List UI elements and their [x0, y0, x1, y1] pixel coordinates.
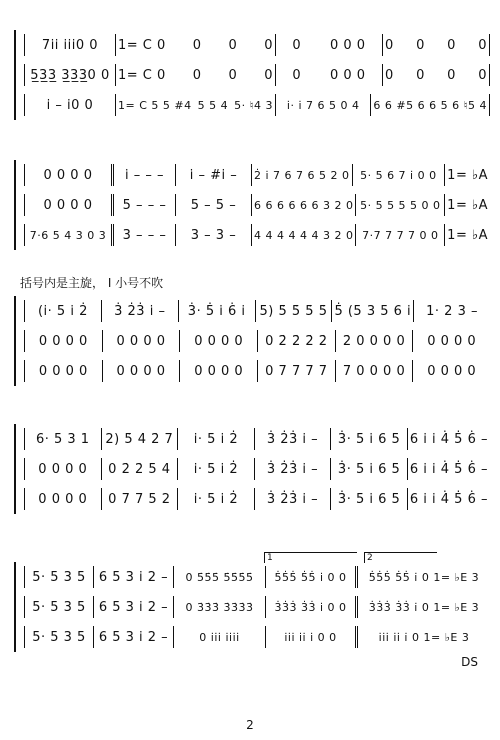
score-system-5 — [14, 553, 490, 652]
measure: i̇ – #i̇ – — [176, 164, 252, 186]
measure: 6 5 3 i̇ 2 – — [94, 566, 174, 588]
measure: 0 2̇ 2̇ 2̇ 2̇ — [258, 330, 336, 352]
measure: 2) 5̇ 4̇ 2̇ 7 — [102, 428, 179, 450]
measure: 3̇ 2̇3̇ i̇ – — [255, 428, 332, 450]
measure: 0 0 0 0 — [103, 360, 181, 382]
measure: 0 2̇ 2̇ 5 4 — [102, 458, 179, 480]
measure: (i̇· 5 i̇ 2̇ — [24, 300, 102, 322]
score-system-2 — [14, 160, 490, 250]
measure: 5· 5 3 5 — [24, 596, 94, 618]
measure: 1= C 0 0 0 0 — [116, 34, 276, 56]
measure: 0 0 0 0 — [383, 64, 490, 86]
measure: 3 – – – — [114, 224, 176, 246]
measure: 5̲3̲3̲ 3̲3̲3̲0 0 — [24, 64, 116, 86]
staff-row — [24, 300, 490, 322]
measure: 0 i̇i̇i̇ i̇i̇i̇i̇ — [174, 626, 266, 648]
measure: 0 0 0 0 — [427, 333, 477, 349]
measure: 5 – 5 – — [176, 194, 252, 216]
measure: 2̇ 0 0 0 0 — [336, 330, 414, 352]
measure: 3̇3̇3̇ 3̇3̇ i̇ 0 0 — [266, 596, 358, 618]
measure: 0 0 0 0 — [24, 488, 102, 510]
measure: 0 0 0 0 — [427, 363, 477, 379]
measure: 6 i̇ i̇ 4̇ 5̇ 6̇ – — [409, 491, 488, 507]
measure: 5) 5̇ 5̇ 5̇ 5̇ — [256, 300, 333, 322]
measure: 0 0 0 0 — [24, 360, 103, 382]
volta-bracket-1: 1 — [264, 552, 357, 563]
volta-bracket-2: 2 — [364, 552, 437, 563]
staff-row — [24, 596, 490, 618]
system-brace — [14, 424, 22, 514]
measure: 0 0 0 0 — [276, 64, 383, 86]
measure: 7 0 0 0 0 — [336, 360, 414, 382]
measure: 3̇3̇3̇ 3̇3̇ i̇ 0 1= ♭E 3 — [368, 600, 480, 614]
system-brace — [14, 296, 22, 386]
measure: 0 0 0 0 — [180, 330, 258, 352]
dal-segno-mark: DS — [461, 655, 478, 669]
measure: 3̇· 5 i̇ 6 5 — [331, 458, 408, 480]
measure: i̇· 5 i̇ 2̇ — [178, 488, 255, 510]
staff-row — [24, 360, 490, 382]
measure: 5 – – – — [114, 194, 176, 216]
staff-row — [24, 330, 490, 352]
system-brace — [14, 160, 22, 250]
measure: 5̇ (5 3 5 6 i̇ — [332, 300, 414, 322]
measure: 6 6 #5 6 6 5 6 ♮5 4 — [371, 94, 490, 116]
measure: 3̇ 2̇3̇ i̇ – — [255, 458, 332, 480]
measure: 1· 2 3 – — [426, 303, 478, 319]
measure: 0 0 0 0 — [24, 458, 102, 480]
measure: 5· 5 3 5 — [24, 566, 94, 588]
measure: 0 0 0 0 — [24, 194, 114, 216]
staff-row — [24, 94, 490, 116]
staff-row — [24, 164, 490, 186]
staff-row — [24, 194, 490, 216]
measure: 0 7 7 7 7 — [258, 360, 336, 382]
measure: i̇· 5 i̇ 2̇ — [178, 428, 255, 450]
staff-row — [24, 428, 490, 450]
measure: 2̇ i̇ 7 6 7 6 5 2 0 — [252, 164, 353, 186]
measure: 3̇ 2̇3̇ i̇ – — [102, 300, 179, 322]
key-change: 1= ♭A — [447, 197, 488, 213]
staff-row — [24, 458, 490, 480]
measure: 0 3̇3̇3̇ 3̇3̇3̇3̇ — [174, 596, 266, 618]
performance-note: 括号内是主旋， I 小号不吹 — [20, 276, 164, 290]
measure: i̇i̇i̇ i̇i̇ i̇ 0 0 — [266, 626, 358, 648]
score-system-4 — [14, 424, 490, 514]
measure: 0 0 0 0 — [180, 360, 258, 382]
staff-row — [24, 626, 490, 648]
measure: 5̇5̇5̇ 5̇5̇ i̇ 0 0 — [266, 566, 358, 588]
measure: 0 0 0 0 — [24, 164, 114, 186]
page-number: 2 — [246, 718, 254, 732]
measure: i̇ – i̇0 0 — [24, 94, 116, 116]
staff-row — [24, 224, 490, 246]
staff-row — [24, 34, 490, 56]
key-change: 1= ♭A — [447, 167, 488, 183]
measure: 6 i̇ i̇ 4̇ 5̇ 6̇ – — [409, 431, 488, 447]
measure: 5· 5 5 5 5 0 0 — [356, 194, 445, 216]
measure: 5̇5̇5̇ 5̇5̇ i̇ 0 1= ♭E 3 — [368, 570, 480, 584]
measure: 3̇· 5 i̇ 6 5 — [331, 428, 408, 450]
measure: i̇· i̇ 7 6 5 0 4 — [276, 94, 371, 116]
measure: 6 6 6 6 6 6 3 2 0 — [252, 194, 356, 216]
measure: i̇i̇i̇ i̇i̇ i̇ 0 1= ♭E 3 — [378, 630, 470, 644]
measure: i̇ – – – — [114, 164, 176, 186]
staff-row — [24, 488, 490, 510]
measure: 6 5 3 i̇ 2 – — [94, 626, 174, 648]
measure: 0 7 7 5 2 — [102, 488, 179, 510]
measure: 7·6 5 4 3 0 3 — [24, 224, 114, 246]
measure: 5· 5 3 5 — [24, 626, 94, 648]
measure: 0 0 0 0 — [383, 34, 490, 56]
staff-row — [24, 566, 490, 588]
measure: 5· 5 6 7 i̇ 0 0 — [353, 164, 446, 186]
measure: 1= C 5 5 #4 5 5 4 5· ♮4 3 — [116, 94, 276, 116]
measure: i̇· 5 i̇ 2̇ — [178, 458, 255, 480]
measure: 6 5 3 i̇ 2 – — [94, 596, 174, 618]
system-brace — [14, 562, 22, 652]
measure: 0 0 0 0 — [276, 34, 383, 56]
system-brace — [14, 30, 22, 120]
measure: 7·7 7 7 7 0 0 — [356, 224, 445, 246]
measure: 0 5̇5̇5̇ 5̇5̇5̇5̇ — [174, 566, 266, 588]
measure: 3̇ 2̇3̇ i̇ – — [255, 488, 332, 510]
measure: 1= C 0 0 0 0 — [116, 64, 276, 86]
measure: 0 0 0 0 — [24, 330, 103, 352]
score-system-1 — [14, 30, 490, 120]
measure: 3̇· 5 i̇ 6 5 — [331, 488, 408, 510]
score-system-3 — [14, 296, 490, 386]
measure: 4 4 4 4 4 4 3 2 0 — [252, 224, 356, 246]
measure: 6· 5 3 1 — [24, 428, 102, 450]
staff-row — [24, 64, 490, 86]
measure: 6 i̇ i̇ 4̇ 5̇ 6̇ – — [409, 461, 488, 477]
measure: 0 0 0 0 — [103, 330, 181, 352]
measure: 3 – 3 – — [176, 224, 252, 246]
measure: 7i̇i̇ i̇i̇i̇0 0 — [24, 34, 116, 56]
key-change: 1= ♭A — [447, 227, 488, 243]
measure: 3̇· 5̇ i̇ 6̇ i̇ — [179, 300, 256, 322]
